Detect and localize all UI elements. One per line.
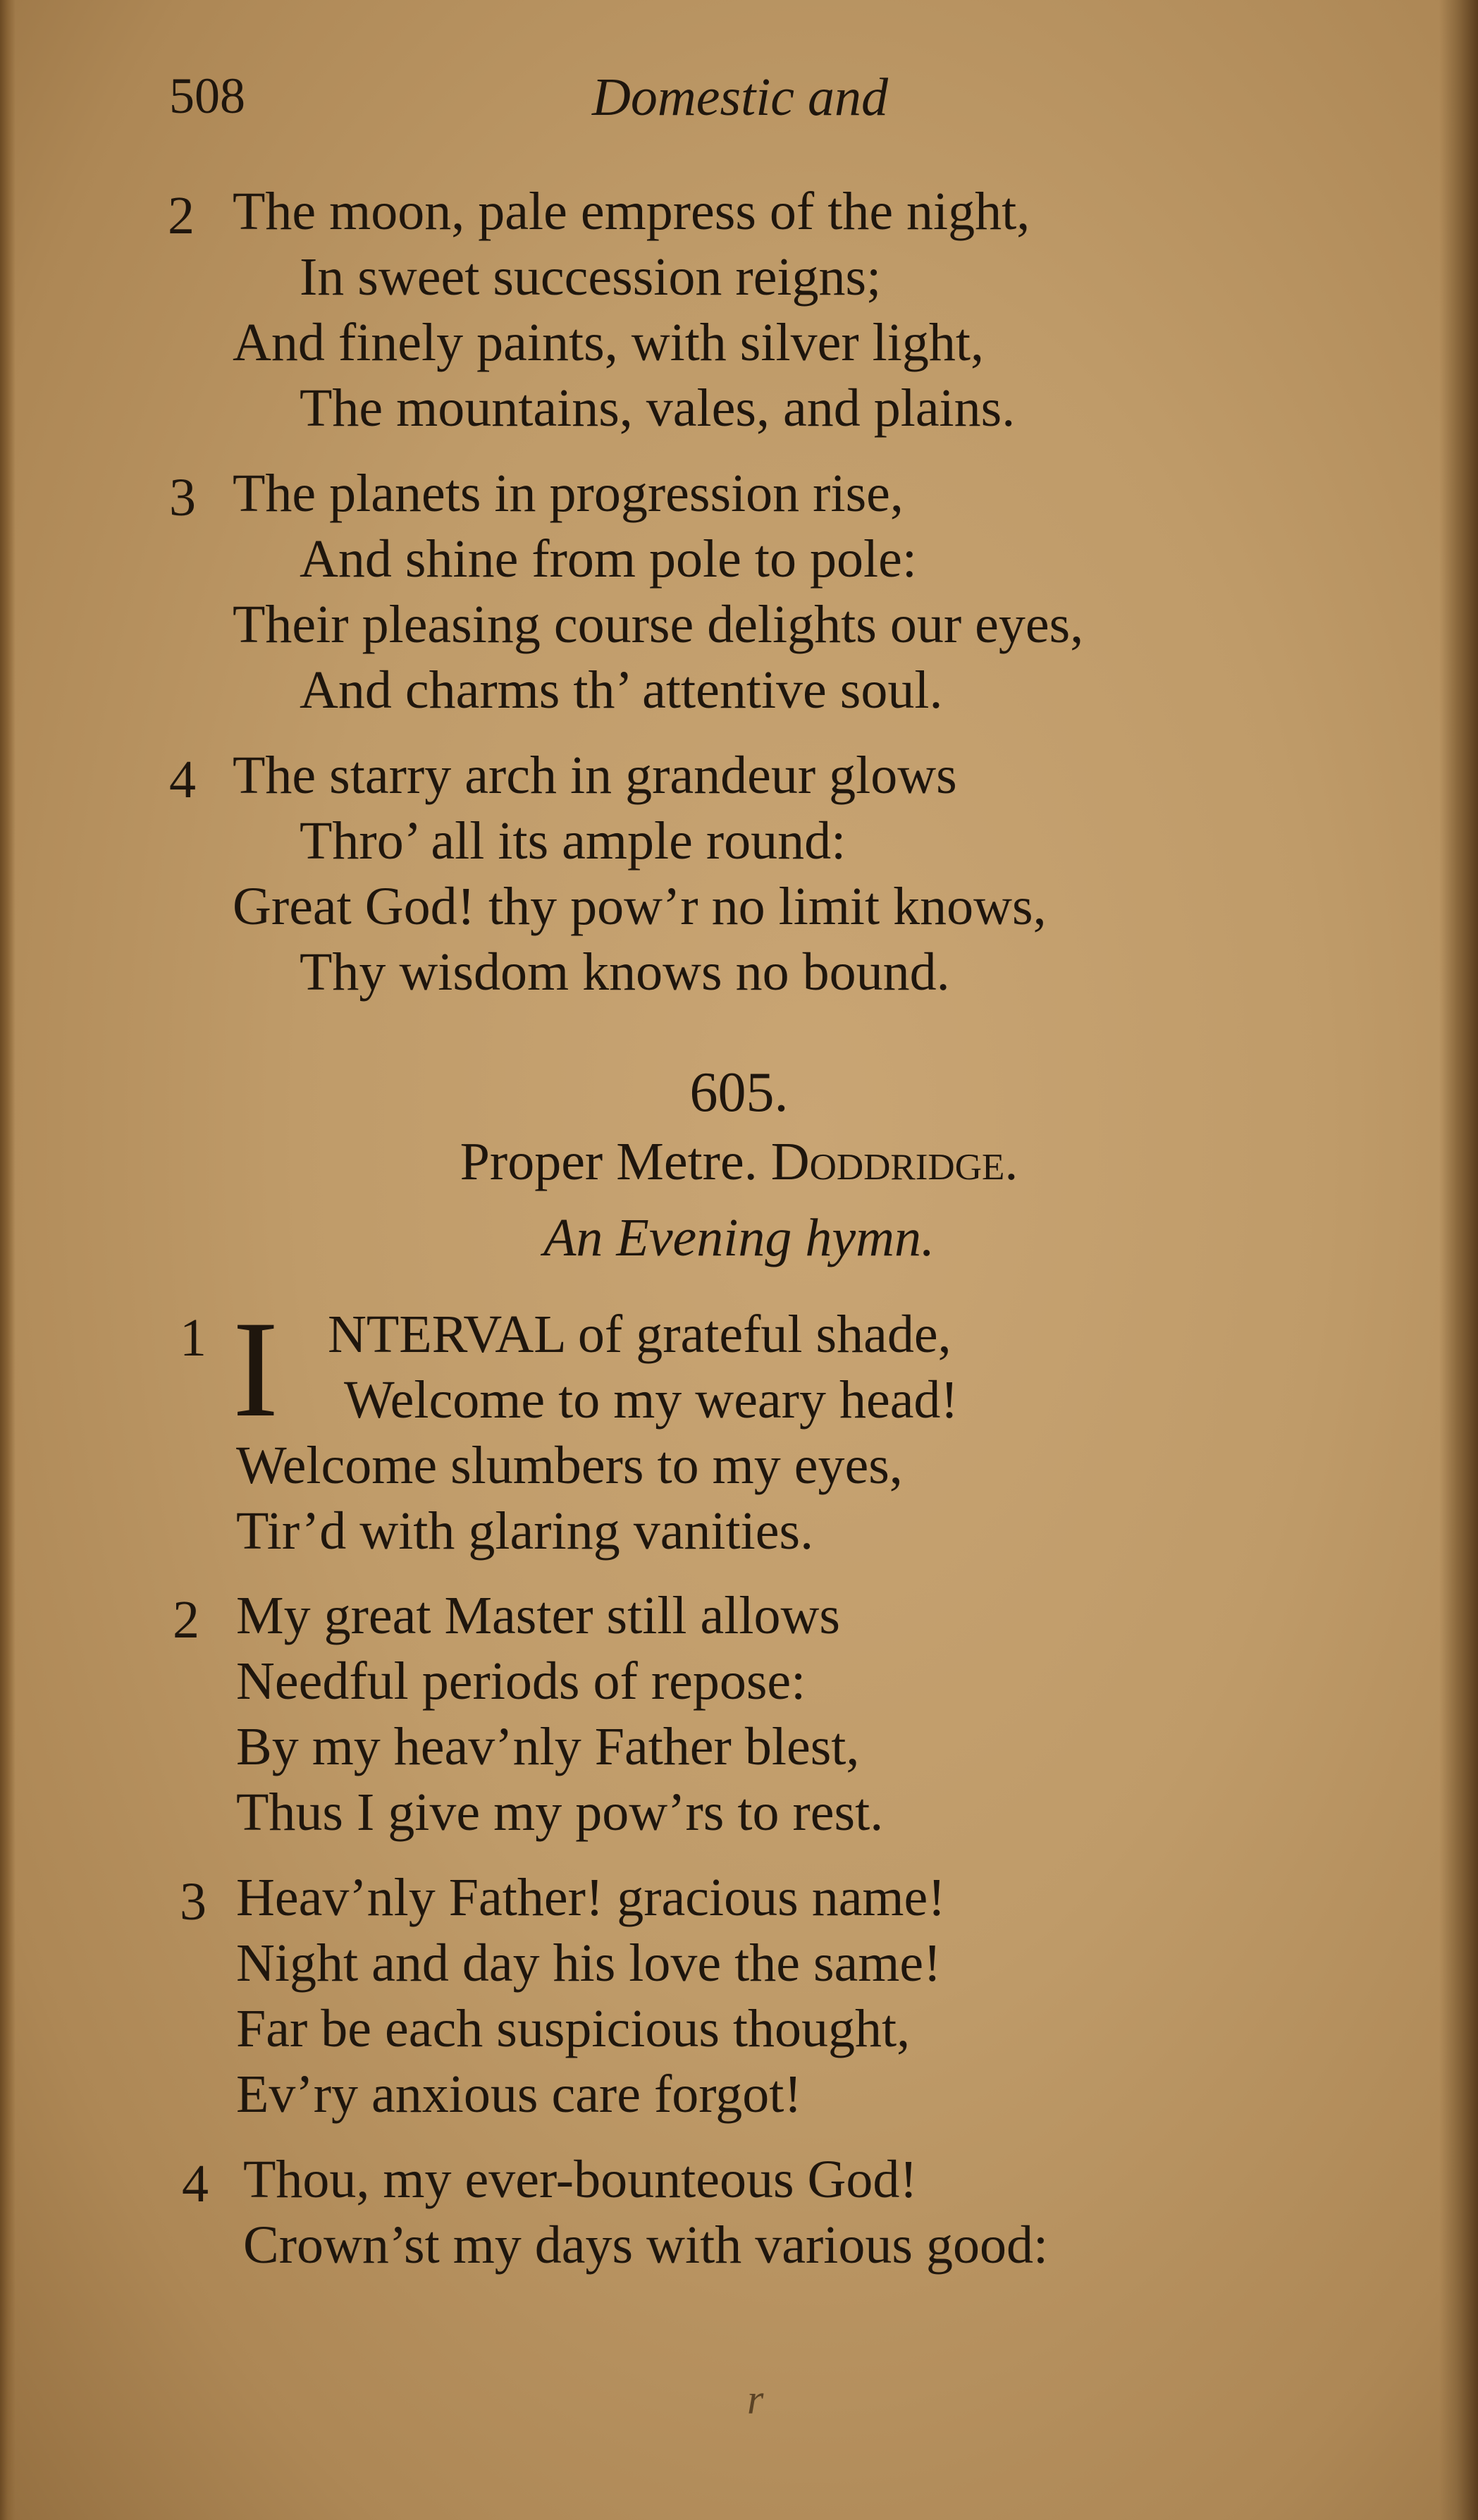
hymn-metre: Proper Metre. — [460, 1132, 758, 1191]
verse-line: Welcome to my weary head! — [344, 1370, 959, 1430]
verse-line: The moon, pale empress of the night, — [233, 182, 1030, 241]
running-title: Domestic and — [592, 68, 889, 127]
verse-line: My great Master still allows — [236, 1586, 840, 1645]
hymn-number: 605. — [689, 1062, 789, 1124]
hymn-metre-author — [0, 1132, 1478, 1191]
stanza-number: 2 — [168, 186, 195, 245]
stanza-number: 4 — [182, 2154, 209, 2213]
stanza-number: 2 — [173, 1590, 199, 1649]
verse-line: The starry arch in grandeur glows — [233, 746, 957, 805]
drop-cap: I — [233, 1293, 279, 1446]
page-number: 508 — [169, 68, 245, 124]
verse-line: Thy wisdom knows no bound. — [300, 942, 950, 1002]
verse-line: Thro’ all its ample round: — [300, 811, 846, 871]
verse-line: And shine from pole to pole: — [300, 529, 917, 589]
verse-line: And charms th’ attentive soul. — [300, 660, 943, 720]
stanza-number: 4 — [169, 750, 196, 809]
verse-line: Ev’ry anxious care forgot! — [236, 2065, 802, 2124]
verse-line: Needful periods of repose: — [236, 1652, 806, 1711]
verse-line: The planets in progression rise, — [233, 464, 904, 523]
verse-line: Night and day his love the same! — [236, 1934, 942, 1993]
verse-line: Welcome slumbers to my eyes, — [236, 1436, 903, 1495]
stanza-number: 3 — [180, 1872, 207, 1931]
stanza-number: 1 — [180, 1308, 207, 1367]
verse-line: Thou, my ever-bounteous God! — [243, 2150, 918, 2209]
verse-line: Great God! thy pow’r no limit knows, — [233, 877, 1047, 936]
page-header — [0, 67, 1478, 130]
verse-line: Heav’nly Father! gracious name! — [236, 1868, 946, 1927]
hymn-subtitle: An Evening hymn. — [543, 1208, 935, 1267]
hymn-author: Doddridge. — [770, 1132, 1018, 1191]
verse-line: Thus I give my pow’rs to rest. — [236, 1783, 884, 1842]
verse-line: In sweet succession reigns; — [300, 247, 882, 307]
stanza-number: 3 — [169, 468, 196, 527]
verse-line: The mountains, vales, and plains. — [300, 379, 1016, 438]
footer-mark: r — [747, 2376, 764, 2423]
verse-line: Far be each suspicious thought, — [236, 1999, 911, 2058]
verse-line: By my heav’nly Father blest, — [236, 1717, 860, 1776]
verse-line: Crown’st my days with various good: — [243, 2215, 1049, 2275]
verse-line: Their pleasing course delights our eyes, — [233, 595, 1084, 654]
verse-line: Tir’d with glaring vanities. — [236, 1501, 814, 1561]
verse-line: And finely paints, with silver light, — [233, 313, 985, 372]
verse-line: NTERVAL of grateful shade, — [328, 1305, 952, 1364]
